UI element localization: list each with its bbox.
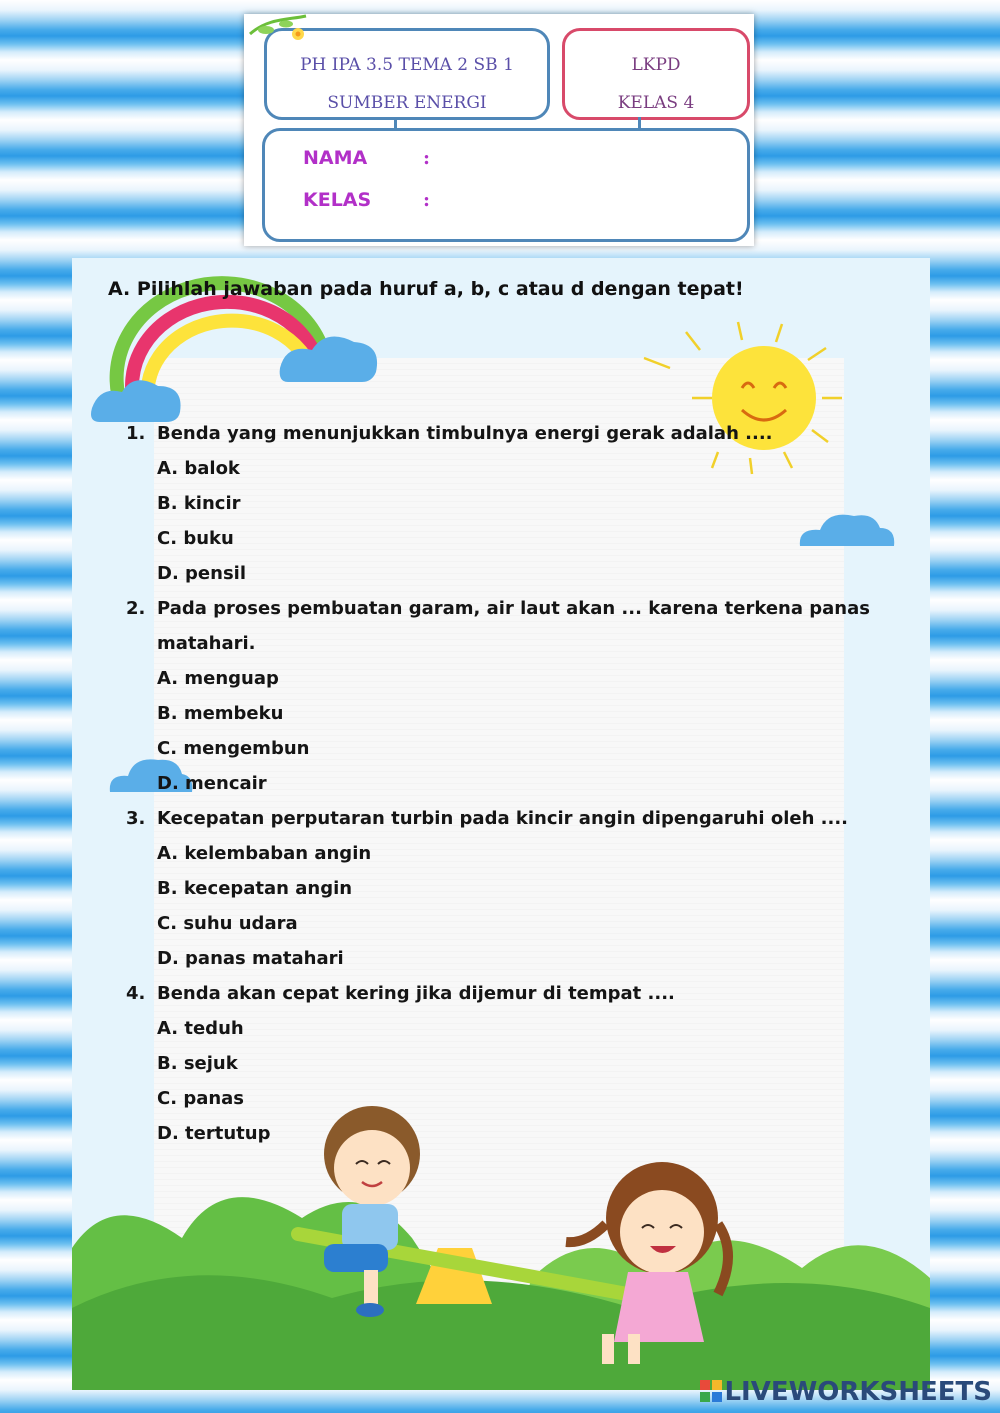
question-1-option-d[interactable]: D. pensil	[157, 563, 247, 584]
question-2-option-a[interactable]: A. menguap	[157, 668, 279, 689]
cloud-right	[796, 510, 896, 554]
doc-type: LKPD	[631, 55, 681, 75]
question-3-text: Kecepatan perputaran turbin pada kincir angin dipengaruhi oleh ....	[157, 808, 849, 829]
question-4-option-d[interactable]: D. tertutup	[157, 1123, 271, 1144]
student-info-box	[262, 128, 750, 242]
question-1-text: Benda yang menunjukkan timbulnya energi gerak adalah ....	[157, 423, 773, 444]
question-1-option-a[interactable]: A. balok	[157, 458, 240, 479]
class-level: KELAS 4	[617, 93, 695, 113]
subject-code: PH IPA 3.5 TEMA 2 SB 1	[300, 55, 514, 75]
question-4-text: Benda akan cepat kering jika dijemur di tempat ....	[157, 983, 675, 1004]
liveworksheets-watermark	[700, 1377, 992, 1407]
class-colon: :	[423, 189, 431, 211]
question-3-number: 3.	[126, 808, 146, 829]
watermark-text: LIVEWORKSHEETS	[724, 1377, 992, 1407]
doc-type-box	[562, 28, 750, 120]
question-4-option-c[interactable]: C. panas	[157, 1088, 245, 1109]
question-2-number: 2.	[126, 598, 146, 619]
question-2-text-line1: Pada proses pembuatan garam, air laut akan ... karena terkena panas	[157, 598, 870, 619]
question-4-option-b[interactable]: B. sejuk	[157, 1053, 238, 1074]
question-4-option-a[interactable]: A. teduh	[157, 1018, 244, 1039]
name-colon: :	[423, 147, 431, 169]
question-1-option-c[interactable]: C. buku	[157, 528, 234, 549]
question-1-option-b[interactable]: B. kincir	[157, 493, 241, 514]
liveworksheets-logo-icon	[700, 1380, 722, 1402]
question-1-number: 1.	[126, 423, 146, 444]
worksheet	[72, 258, 930, 1390]
question-3-option-d[interactable]: D. panas matahari	[157, 948, 344, 969]
subject-topic: SUMBER ENERGI	[327, 93, 487, 113]
question-3-option-c[interactable]: C. suhu udara	[157, 913, 298, 934]
question-2-option-d[interactable]: D. mencair	[157, 773, 267, 794]
rainbow-illustration	[92, 298, 332, 428]
class-label: KELAS	[303, 189, 372, 211]
question-3-option-a[interactable]: A. kelembaban angin	[157, 843, 372, 864]
name-label: NAMA	[303, 147, 368, 169]
question-3-option-b[interactable]: B. kecepatan angin	[157, 878, 353, 899]
sun-illustration	[642, 318, 852, 478]
question-2-text-line2: matahari.	[157, 633, 256, 654]
question-4-number: 4.	[126, 983, 146, 1004]
header-card	[244, 14, 754, 246]
question-2-option-b[interactable]: B. membeku	[157, 703, 284, 724]
section-instruction: A. Pilihlah jawaban pada huruf a, b, c atau d dengan tepat!	[108, 278, 744, 300]
flower-decoration	[248, 14, 308, 54]
question-2-option-c[interactable]: C. mengembun	[157, 738, 310, 759]
